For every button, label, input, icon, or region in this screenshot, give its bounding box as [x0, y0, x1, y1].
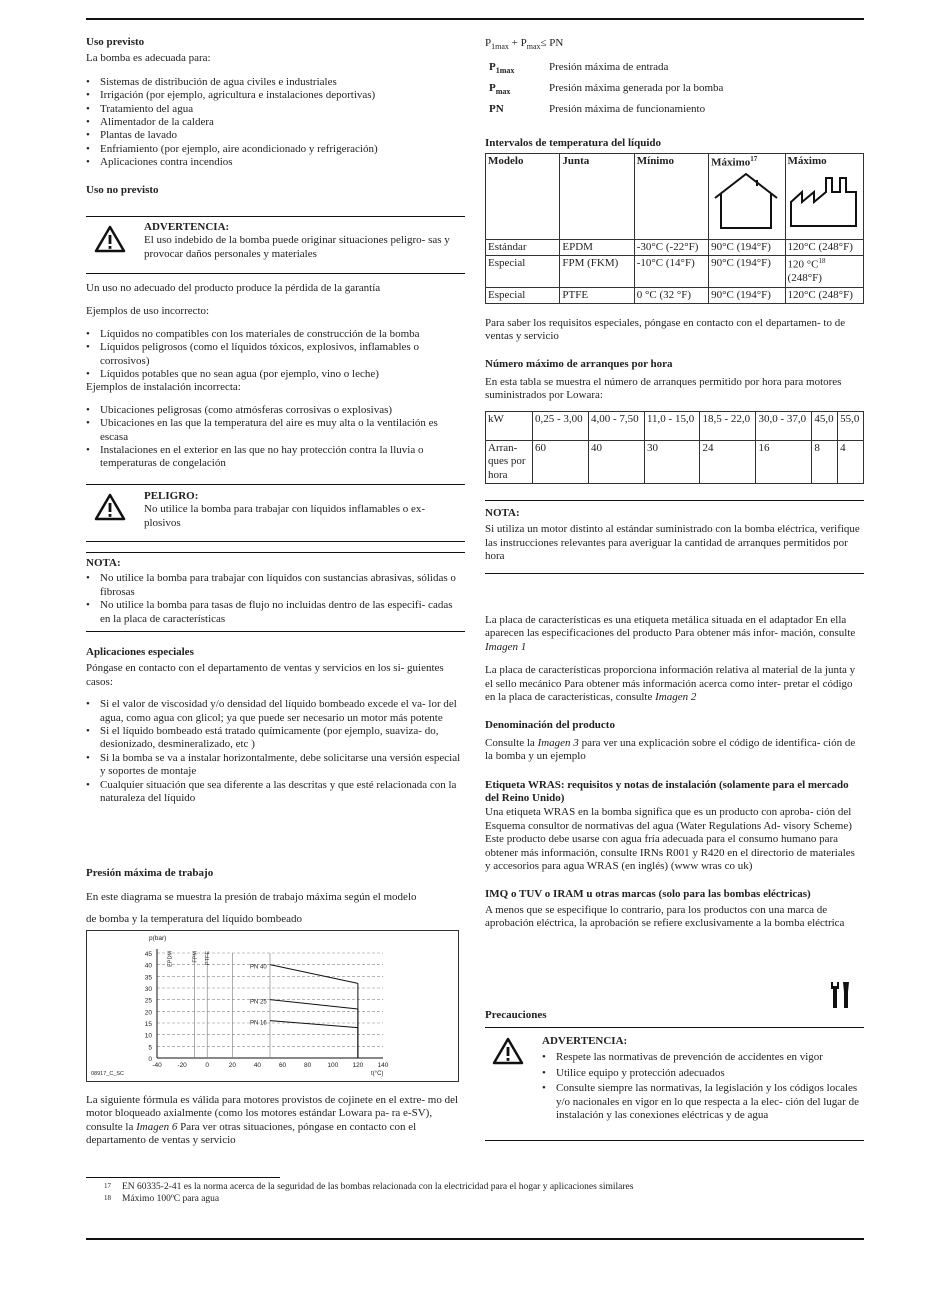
presion-section	[86, 867, 466, 926]
precauciones-heading: Precauciones	[485, 1009, 547, 1021]
denom-text: Consulte la Imagen 3 para ver una explicación sobre el código de identifica- ción de la bomba y un ejemplo	[485, 736, 856, 763]
x-tick-label: -40	[152, 1062, 162, 1069]
def-desc: Presión máxima de funcionamiento	[549, 103, 706, 115]
x-tick-label: 20	[228, 1062, 236, 1069]
table-header: Junta	[560, 154, 634, 240]
imagen-3-ref[interactable]: Imagen 3	[537, 736, 579, 749]
list-item: • Sistemas de distribución de agua civiles e industriales	[100, 76, 466, 89]
def-desc: Presión máxima generada por la bomba	[549, 82, 724, 94]
arranques-heading: Número máximo de arranques por hora	[485, 358, 673, 370]
y-tick-label: 45	[144, 951, 152, 958]
list-item: • Plantas de lavado	[100, 129, 466, 142]
arranques-text: En esta tabla se muestra el número de arranques permitido por hora para motores suministrados por Lowara:	[485, 376, 842, 402]
y-tick-label: 25	[144, 997, 152, 1005]
table-header: Máximo	[785, 154, 863, 240]
pressure-chart	[87, 931, 458, 1081]
list-item: • Tratamiento del agua	[100, 103, 466, 116]
table-cell: 55,0	[838, 412, 864, 441]
table-cell: 16	[756, 441, 812, 484]
series-line	[270, 965, 358, 984]
left-column	[86, 36, 466, 197]
footnote-17: 17 EN 60335-2-41 es la norma acerca de la seguridad de las bombas relacionada con la electricidad para el hogar y aplicaciones similares	[104, 1182, 634, 1192]
list-item: • No utilice la bomba para tasas de flujo no incluidas dentro de las especifi- cadas en la placa de características	[100, 599, 465, 626]
uso-previsto-intro: La bomba es adecuada para:	[86, 52, 211, 65]
table-cell: kW	[486, 412, 533, 441]
table-cell: 60	[533, 441, 589, 484]
bottom-rule	[86, 1238, 864, 1240]
footnote-18: 18 Máximo 100ºC para agua	[104, 1193, 220, 1204]
list-item: • Ubicaciones en las que la temperatura del aire es muy alta o la ventilación es escasa	[100, 417, 466, 444]
list-item: • Respete las normativas de prevención de accidentes en vigor	[556, 1051, 860, 1064]
list-item: • Cualquier situación que sea diferente a las descritas y que esté relacionada con la naturaleza del líquido	[100, 779, 466, 806]
warning-triangle-icon	[94, 493, 126, 521]
series-label: PN 25	[250, 999, 267, 1006]
aplicaciones-heading: Aplicaciones especiales	[86, 646, 194, 658]
x-tick-label: 40	[253, 1062, 262, 1069]
table-cell: PTFE	[560, 287, 634, 303]
peligro-text: No utilice la bomba para trabajar con líquidos inflamables o ex- plosivos	[144, 503, 426, 529]
placa-text-1: La placa de características es una etiqueta metálica situada en el adaptador En ella aparecen las especificaciones del producto Para obtener más infor- mación, consulte Imagen 1	[485, 614, 856, 653]
series-line	[270, 1021, 358, 1028]
nota-heading: NOTA:	[86, 557, 121, 569]
material-label: PTFE	[205, 951, 212, 966]
x-tick-label: 80	[304, 1062, 312, 1069]
table-cell: 45,0	[812, 412, 838, 441]
y-tick-label: 20	[144, 1009, 152, 1017]
footnotes	[104, 1182, 864, 1205]
list-item: • Enfriamiento (por ejemplo, aire acondicionado y refrigeración)	[100, 143, 466, 156]
table-cell: 120°C (248°F)	[785, 240, 863, 256]
wras-text: Una etiqueta WRAS en la bomba significa que es un producto con aproba- ción del Esquema consultor de normativas del agua (Water Regulations Ad- visory Scheme) Este producto debe usarse con agua fría adecuada para el consumo humano para obtener más información, consulte IRNs R001 y R420 en el directorio de materiales y accesorios para agua WRAS (en inglés) (www wras co uk)	[485, 806, 855, 873]
warning-triangle-icon	[94, 225, 126, 253]
y-axis-label: p(bar)	[149, 935, 167, 942]
y-tick-label: 40	[144, 962, 152, 970]
series-line	[270, 1000, 358, 1009]
denom-heading: Denominación del producto	[485, 719, 615, 732]
table-cell: Arran- ques por hora	[486, 441, 533, 484]
table-cell: Especial	[486, 287, 560, 303]
list-item: • Líquidos no compatibles con los materiales de construcción de la bomba	[100, 328, 466, 341]
ejemplos-instalacion: Ejemplos de instalación incorrecta:	[86, 381, 241, 394]
def-desc: Presión máxima de entrada	[549, 61, 669, 73]
footnote-rule	[86, 1177, 280, 1178]
presion-text-2: de bomba y la temperatura del líquido bombeado	[86, 912, 302, 925]
definitions: $P_{1max}$ Presión máxima de entrada $P_{max}$ Presión máxima generada por la bomba PN Presión máxima de funcionamiento	[489, 61, 859, 124]
x-tick-label: 140	[377, 1062, 389, 1069]
y-tick-label: 0	[148, 1056, 152, 1063]
x-tick-label: 120	[352, 1062, 364, 1069]
table-cell: Estándar	[486, 240, 560, 256]
uso-previsto-heading: Uso previsto	[86, 36, 145, 48]
series-label: PN 40	[250, 964, 267, 971]
list-item: • Utilice equipo y protección adecuados	[556, 1067, 860, 1080]
formula: $P_{1max} + P_{max}\le$ PN	[485, 37, 564, 52]
table-cell: 0,25 - 3,00	[533, 412, 589, 441]
y-tick-label: 15	[144, 1021, 152, 1028]
x-tick-label: 60	[278, 1062, 287, 1069]
y-tick-label: 35	[144, 974, 152, 982]
table-header: Mínimo	[634, 154, 708, 240]
factory-icon	[788, 168, 860, 230]
table-cell: -10°C (14°F)	[634, 256, 708, 287]
chart-code: 08917_C_SC	[91, 1071, 125, 1077]
temp-heading: Intervalos de temperatura del líquido	[485, 137, 661, 149]
x-tick-label: 100	[327, 1062, 339, 1069]
list-item: • Irrigación (por ejemplo, agricultura e instalaciones deportivas)	[100, 89, 466, 102]
table-cell: 120°C (248°F)	[785, 287, 863, 303]
table-cell: 90°C (194°F)	[709, 256, 785, 287]
temp-note: Para saber los requisitos especiales, póngase en contacto con el departamen- to de ventas y servicio	[485, 317, 846, 343]
left-column-2	[86, 282, 466, 471]
imq-heading: IMQ o TUV o IRAM u otras marcas (solo para las bombas eléctricas)	[485, 887, 811, 900]
list-item: • Líquidos potables que no sean agua (por ejemplo, vino o leche)	[100, 368, 466, 381]
list-item: • Si la bomba se va a instalar horizontalmente, debe solicitarse una versión especial y soportes de montaje	[100, 752, 466, 779]
y-tick-label: 30	[144, 986, 152, 993]
placa-section	[485, 614, 863, 931]
table-cell: 4	[838, 441, 864, 484]
list-item: • Si el valor de viscosidad y/o densidad del líquido bombeado excede el va- lor del agua, como agua con glicol; ya que puede ser necesario un motor más potente	[100, 698, 466, 725]
list-item: • Líquidos peligrosos (como el líquidos tóxicos, explosivos, inflamables o corrosivos)	[100, 341, 466, 368]
uso-no-adecuado: Un uso no adecuado del producto produce la pérdida de la garantía	[86, 282, 381, 294]
table-header: Modelo	[486, 154, 560, 240]
table-cell: 0 °C (32 °F)	[634, 287, 708, 303]
imq-text: A menos que se especifique lo contrario, para los productos con una marca de aprobación eléctrica, la aprobación se refiere exclusivamente a la bomba eléctrica	[485, 903, 845, 930]
peligro-heading: PELIGRO:	[144, 490, 199, 502]
uso-no-previsto-heading: Uso no previsto	[86, 183, 159, 196]
list-item: • Aplicaciones contra incendios	[100, 156, 466, 169]
advertencia-box	[86, 216, 465, 274]
instalacion-incorrecta-list	[86, 404, 466, 471]
table-cell: 24	[700, 441, 756, 484]
table-cell: 11,0 - 15,0	[644, 412, 700, 441]
uso-previsto-list	[86, 76, 466, 170]
table-cell: 120 $^\circ C^{18}$ (248°F)	[785, 256, 863, 287]
wras-heading: Etiqueta WRAS: requisitos y notas de instalación (solamente para el mercado del Reino Unido)	[485, 778, 849, 805]
table-cell: 30	[644, 441, 700, 484]
list-item: • No utilice la bomba para trabajar con líquidos con sustancias abrasivas, sólidas o fibrosas	[100, 572, 465, 599]
table-cell: 18,5 - 22,0	[700, 412, 756, 441]
table-cell: 90°C (194°F)	[709, 287, 785, 303]
nota-right-box	[485, 500, 864, 574]
arranques-table	[485, 411, 864, 484]
presion-text-1: En este diagrama se muestra la presión de trabajo máxima según el modelo	[86, 891, 417, 904]
imagen-6-ref[interactable]: Imagen 6	[136, 1120, 178, 1133]
table-cell: 30,0 - 37,0	[756, 412, 812, 441]
advertencia-text: El uso indebido de la bomba puede originar situaciones peligro- sas y provocar daños personales y materiales	[144, 234, 450, 260]
table-cell: Especial	[486, 256, 560, 287]
y-tick-label: 5	[148, 1044, 152, 1052]
aplicaciones-list	[86, 698, 466, 805]
pressure-chart-frame	[86, 930, 459, 1082]
warning-triangle-icon	[492, 1037, 524, 1065]
formula-text: La siguiente fórmula es válida para motores provistos de cojinete en el extre- mo del motor bloqueado axialmente (como los motores estándar Lowara pa- ra e-SV), consulte la Imagen 6 Para ver otras situaciones, póngase en contacto con el departamento de ventas y servicio	[86, 1094, 459, 1147]
list-item: • Alimentador de la caldera	[100, 116, 466, 129]
x-tick-label: 0	[205, 1062, 210, 1069]
table-cell: 40	[588, 441, 644, 484]
x-tick-label: -20	[177, 1062, 187, 1069]
advertencia-precauciones-box	[485, 1027, 864, 1141]
material-label: EPDM	[167, 951, 174, 967]
table-cell: 90°C (194°F)	[709, 240, 785, 256]
material-label: FPM	[192, 951, 199, 963]
list-item: • Si el líquido bombeado está tratado químicamente (por ejemplo, suaviza- do, desionizado, desmineralizado, etc )	[100, 725, 466, 752]
nota-box	[86, 552, 465, 632]
list-item: • Instalaciones en el exterior en las que no hay protección contra la lluvia o temperaturas de congelación	[100, 444, 466, 471]
uso-incorrecto-list	[86, 328, 466, 382]
nota-text: Si utiliza un motor distinto al estándar suministrado con la bomba eléctrica, verifique las instrucciones relevantes para averiguar la cantidad de arranques permitidos por hora	[485, 523, 860, 563]
formula-section	[86, 1094, 466, 1148]
ejemplos-uso: Ejemplos de uso incorrecto:	[86, 305, 210, 318]
table-cell: FPM (FKM)	[560, 256, 634, 287]
presion-heading: Presión máxima de trabajo	[86, 867, 214, 879]
list-item: • Ubicaciones peligrosas (como atmósferas corrosivas o explosivas)	[100, 404, 466, 417]
table-cell: -30°C (-22°F)	[634, 240, 708, 256]
advertencia-list	[542, 1051, 860, 1122]
temp-table	[485, 153, 864, 304]
house-icon	[711, 170, 781, 232]
imagen-1-ref[interactable]: Imagen 1	[485, 640, 527, 653]
tools-icon	[830, 980, 852, 1010]
table-cell: 8	[812, 441, 838, 484]
table-cell: 4,00 - 7,50	[588, 412, 644, 441]
x-axis-label: t(°C)	[371, 1071, 384, 1077]
peligro-box	[86, 484, 465, 542]
aplicaciones-intro: Póngase en contacto con el departamento de ventas y servicios en los si- guientes casos:	[86, 662, 444, 688]
list-item: • Consulte siempre las normativas, la legislación y los códigos locales y/o nacionales en vigor en lo que respecta a la elec- ción del lugar de instalación y las conexiones eléctricas y de agua	[556, 1082, 860, 1122]
top-rule	[86, 18, 864, 20]
placa-text-2: La placa de características proporciona información relativa al material de la junta y el sello mecánico Para obtener más información acerca como inter- pretar el código en la placa de características, consulte Imagen 2	[485, 664, 856, 704]
nota-heading: NOTA:	[485, 507, 520, 519]
nota-list	[86, 572, 465, 626]
aplicaciones-section	[86, 646, 466, 805]
y-tick-label: 10	[144, 1032, 152, 1040]
table-cell: EPDM	[560, 240, 634, 256]
advertencia-heading: ADVERTENCIA:	[542, 1035, 628, 1047]
imagen-2-ref[interactable]: Imagen 2	[655, 691, 697, 704]
table-header: Máximo$^{17}$	[709, 154, 785, 240]
series-label: PN 16	[250, 1020, 267, 1027]
advertencia-heading: ADVERTENCIA:	[144, 221, 230, 233]
